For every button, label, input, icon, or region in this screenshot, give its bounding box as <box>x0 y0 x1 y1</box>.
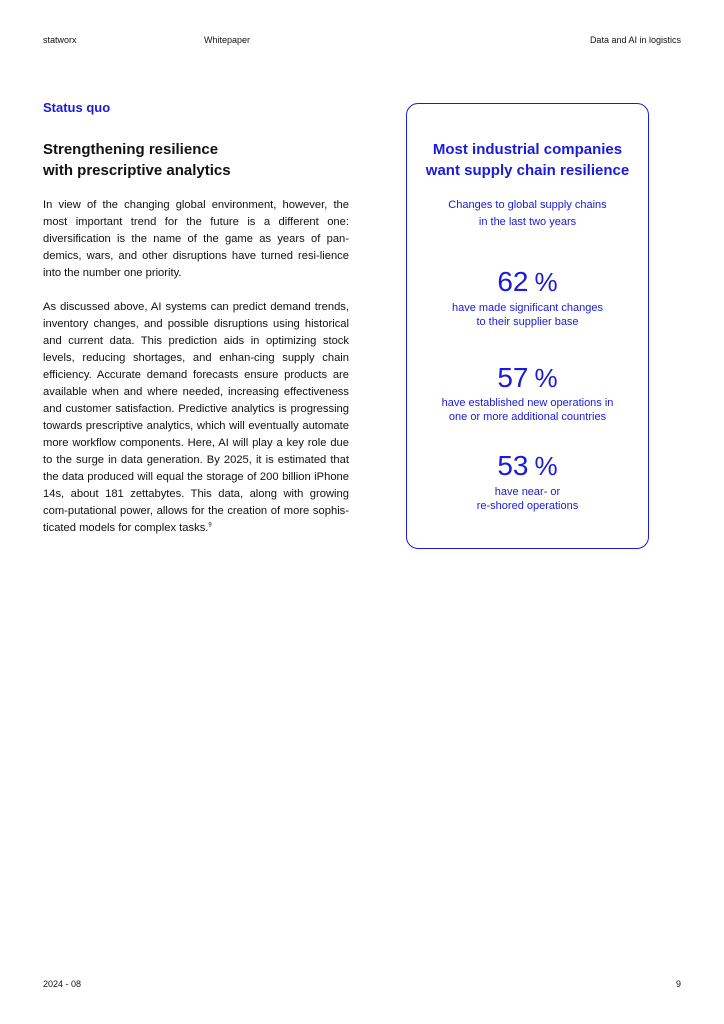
stat-desc-2: have established new operations in one or more additional countries <box>441 397 614 423</box>
stat-value-1: 62 % <box>497 266 558 297</box>
doc-type: Whitepaper <box>204 35 251 45</box>
page-title <box>43 139 363 181</box>
stat-desc-3: have near- or re-shored operations <box>476 486 579 512</box>
page-number: 9 <box>675 979 681 989</box>
panel-title-line-1: Most industrial companies <box>432 141 623 158</box>
page-title-line-2: with prescriptive analytics <box>43 162 231 179</box>
panel-subtitle-line-2: in the last two years <box>478 216 577 228</box>
stat-value-3: 53 % <box>497 450 558 481</box>
footnote-ref: 9 <box>208 522 212 529</box>
footer-date: 2024 - 08 <box>43 979 82 989</box>
page-title-line-1: Strengthening resilience <box>43 141 219 158</box>
panel-title <box>406 139 649 181</box>
paragraph-2-text: As discussed above, AI systems can predict demand trends, inventory changes, and possible disruptions using historical and current data. This prediction aids in optimizing stock levels, reducing shortages, and enhan-cing supply chain efficiency. Accurate demand forecasts ensure products are available when and where needed, increasing effectiveness and customer satisfaction. Predictive analytics is progressing towards prescriptive analytics, which will eventually automate more workflow components. Here, AI will play a key role due to the surge in data generation. By 2025, it is estimated that the data produced will equal the storage of 200 billion iPhone 14s, about 181 zettabytes. This data, along with growing com-putational power, allows for the creation of more sophis-ticated models for complex tasks. <box>43 301 349 534</box>
brand-name: statworx <box>43 35 77 45</box>
section-label: Status quo <box>43 100 111 115</box>
panel-subtitle-line-1: Changes to global supply chains <box>448 199 607 211</box>
stat-value-2: 57 % <box>497 362 558 393</box>
paragraph-1: In view of the changing global environment, however, the most important trend for the future is a different one: diversification is the name of the game as years of pan-demics, wars, and other disruptions have turned resi-lience into the number one priority. <box>43 199 349 279</box>
panel-subtitle <box>406 197 649 231</box>
stat-desc-1: have made significant changes to their supplier base <box>451 302 604 328</box>
paragraph-2 <box>43 299 349 537</box>
doc-title: Data and AI in logistics <box>589 35 681 45</box>
panel-title-line-2: want supply chain resilience <box>425 162 630 179</box>
